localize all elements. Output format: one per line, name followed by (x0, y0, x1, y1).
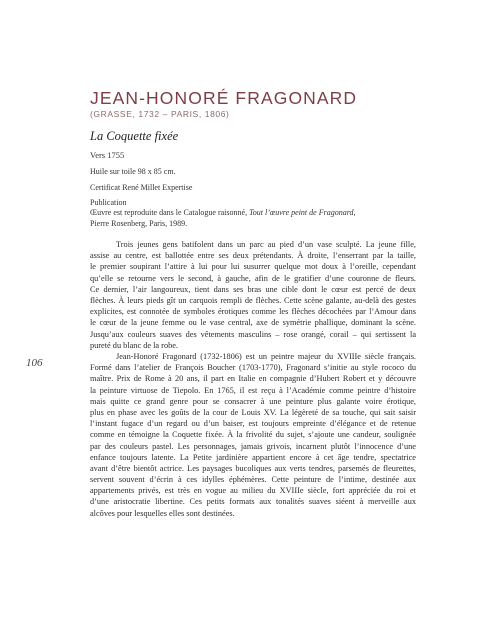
artist-name: JEAN-HONORÉ FRAGONARD (90, 88, 358, 108)
text-line: qu’elle se retourne vers le second, à gauche, afin de le gratifier d’une couronne de fleurs. (90, 273, 416, 283)
text-line: appartements privés, est très en vogue au milieu du XVIIIe siècle, fort appréciée du roi et (90, 486, 416, 496)
text-line: l’instant fugace d’un regard ou d’un baiser, est toujours empreinte d’élégance et de retenue (90, 419, 416, 429)
paragraph-biography (90, 351, 416, 519)
work-certificate: Certificat René Millet Expertise (90, 183, 193, 192)
text-line: mais quitte ce grand genre pour se consacrer à une peinture plus galante voire érotique, (90, 396, 416, 406)
text-line: flèches. À leurs pieds gît un carquois rempli de flèches. Cette scène galante, au-delà des gestes (90, 295, 416, 305)
artist-origin: (GRASSE, 1732 – PARIS, 1806) (90, 109, 230, 119)
publication-line-2: Pierre Rosenberg, Paris, 1989. (90, 219, 188, 228)
text-line: comme en témoigne la Coquette fixée. À la frivolité du sujet, s’ajoute une candeur, soulignée (90, 430, 416, 440)
publication-prefix: Œuvre est reproduite dans le Catalogue raisonné, (90, 208, 250, 217)
text-line: alcôves pour lesquelles elles sont destinées. (90, 508, 235, 518)
publication-suffix: , (353, 208, 356, 217)
text-line: maître. Prix de Rome à 20 ans, il part en Italie en compagnie d’Hubert Robert et y découvre (90, 374, 416, 384)
work-title: La Coquette fixée (90, 129, 179, 143)
text-line: pureté du blanc de la robe. (90, 340, 179, 350)
publication-line-1 (90, 208, 356, 218)
text-line: la peinture virtuose de Tiepolo. En 1765, il est reçu à l’Académie comme peintre d’histoire (90, 385, 416, 395)
text-line: d’une aristocratie libertine. Ces petits formats aux tonalités suaves siéent à merveille aux (90, 497, 416, 507)
publication-label: Publication (90, 198, 127, 207)
text-line: Ce dernier, l’air langoureux, tient dans ses bras une cible dont le cœur est percé de deux (90, 284, 416, 294)
text-line: Trois jeunes gens batifolent dans un parc au pied d’un vase sculpté. La jeune fille, (116, 240, 416, 249)
text-line: avant d’être bientôt actrice. Les paysages bucoliques aux verts tendres, parsemés de fleurettes, (90, 463, 416, 473)
text-line: servent souvent d’écrin à ces idylles éphémères. Cette peinture de l’intime, destinée aux (90, 475, 416, 485)
page-number: 106 (26, 357, 43, 369)
text-line: plus en phase avec les goûts de la cour de Louis XV. La légèreté de sa touche, qui sait saisir (90, 407, 416, 417)
text-line: Formé dans l’atelier de François Boucher (1703-1770), Fragonard s’initie au style rococo du (90, 363, 416, 373)
text-line: Jean-Honoré Fragonard (1732-1806) est un peintre majeur du XVIIIe siècle français. (116, 352, 416, 361)
text-line: Jusqu’aux couleurs suaves des vêtements masculins – rose orangé, corail – qui sertissent la (90, 329, 416, 339)
text-line: le cœur de la jeune femme ou le vase central, axe de symétrie phallique, dominant la scène. (90, 318, 416, 328)
text-line: enfance toujours latente. La Petite jardinière appartient encore à cet âge tendre, spectatrice (90, 452, 416, 462)
text-line: assise au centre, est ballottée entre ses deux prétendants. À droite, l’enserrant par la taille, (90, 251, 416, 261)
paragraph-description (90, 239, 416, 351)
text-line: le premier soupirant l’attire à lui pour lui susurrer quelque mot doux à l’oreille, cependant (90, 262, 416, 272)
text-line: par des couleurs pastel. Les personnages, jamais grivois, incarnent plutôt l’innocence d’une (90, 441, 416, 451)
text-line: explicites, est connotée de symboles érotiques comme les flèches décochées par l’Amour dans (90, 307, 416, 317)
work-medium: Huile sur toile 98 x 85 cm. (90, 167, 176, 176)
work-date: Vers 1755 (90, 150, 125, 160)
publication-book-title: Tout l’œuvre peint de Fragonard (249, 208, 354, 217)
